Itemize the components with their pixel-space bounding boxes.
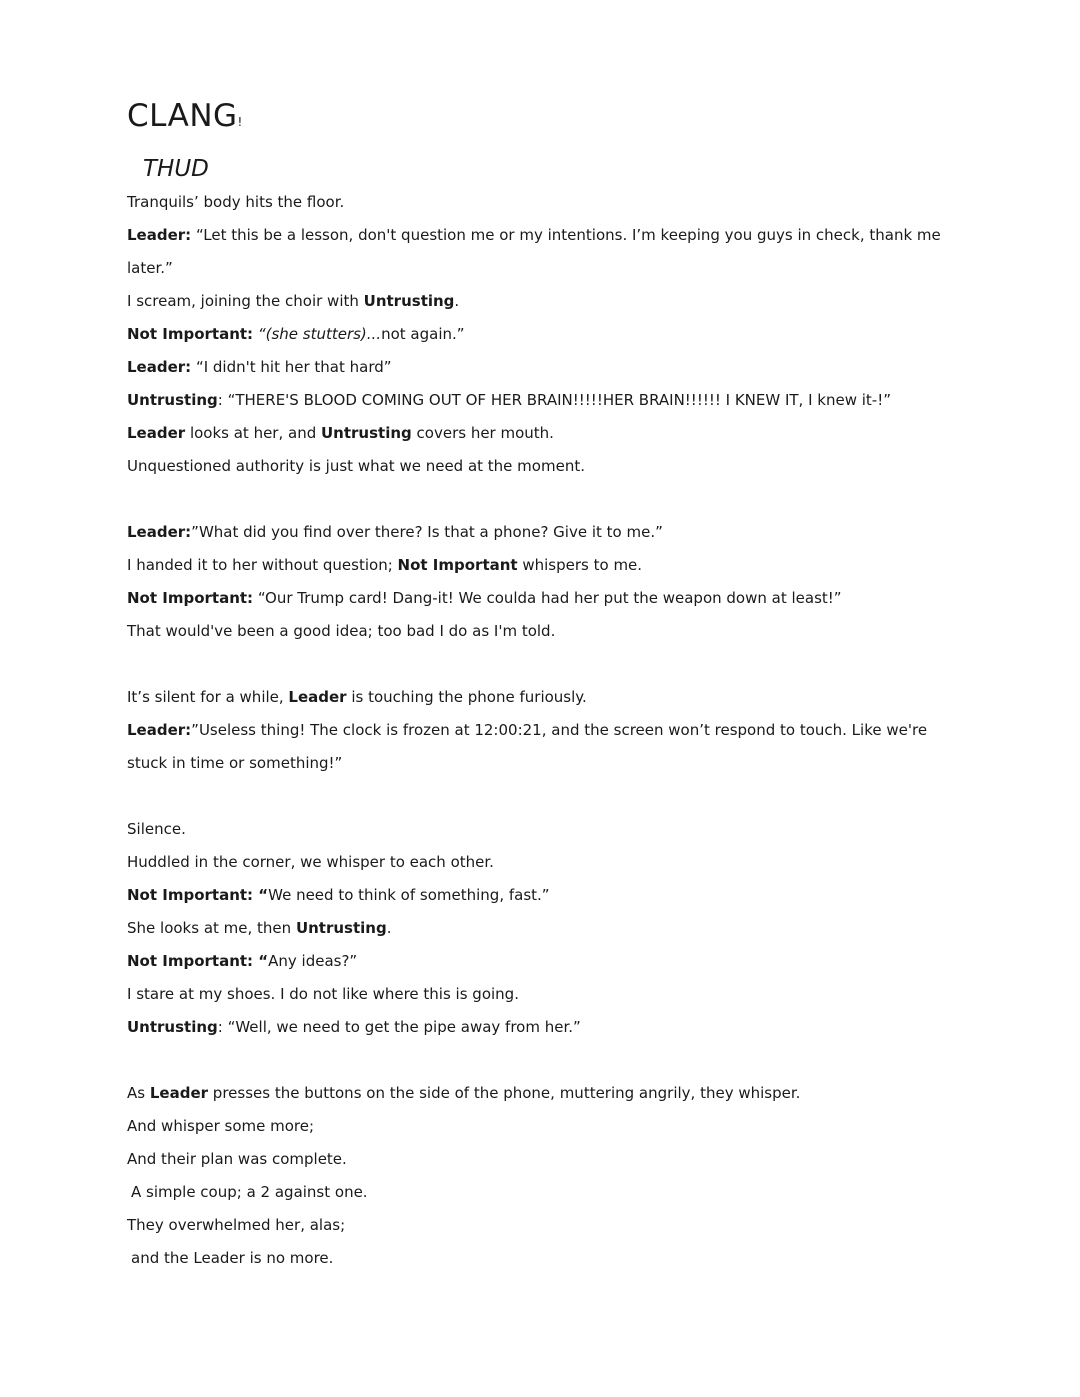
document-page (127, 96, 957, 1275)
paragraph-break (127, 780, 957, 813)
line-text: ”Useless thing! The clock is frozen at 12:00:21, and the screen won’t respond to touch. Like we're stuck in time or something!” (127, 721, 928, 772)
line-text: . (454, 292, 460, 310)
narration-line (127, 813, 957, 846)
character-name: Leader (127, 424, 186, 442)
line-text: . (386, 919, 392, 937)
line-text: And whisper some more; (127, 1117, 315, 1135)
narration-line (127, 186, 957, 219)
dialogue-line (127, 1011, 957, 1044)
dialogue-line (127, 582, 957, 615)
line-text: and the Leader is no more. (131, 1249, 334, 1267)
character-name: Not Important (397, 556, 518, 574)
line-text: whispers to me. (517, 556, 643, 574)
line-text: “Let this be a lesson, don't question me or my intentions. I’m keeping you guys in check, thank me later.” (127, 226, 941, 277)
line-text: That would've been a good idea; too bad I do as I'm told. (127, 622, 556, 640)
line-text: She looks at me, then (127, 919, 296, 937)
character-name: Leader (149, 1084, 209, 1102)
speaker-name: Untrusting (127, 1018, 218, 1036)
speaker-name: Leader: (127, 358, 192, 376)
narration-line (127, 549, 957, 582)
line-text: I scream, joining the choir with (127, 292, 364, 310)
speaker-name: Untrusting (127, 391, 218, 409)
character-name: Untrusting (295, 919, 387, 937)
paragraph-break (127, 483, 957, 516)
narration-line (127, 1143, 957, 1176)
narration-line (127, 978, 957, 1011)
line-text: I handed it to her without question; (127, 556, 398, 574)
character-name: Leader (288, 688, 347, 706)
speaker-name: Not Important: “ (127, 886, 269, 904)
narration-line (127, 1176, 957, 1209)
line-text: : “Well, we need to get the pipe away from her.” (217, 1018, 581, 1036)
line-text: “Our Trump card! Dang-it! We coulda had her put the weapon down at least!” (253, 589, 842, 607)
line-text: not again.” (381, 325, 465, 343)
dialogue-line (127, 879, 957, 912)
line-text: looks at her, and (185, 424, 321, 442)
dialogue-line (127, 219, 957, 285)
narration-line (127, 912, 957, 945)
stage-direction: “(she stutters)... (253, 325, 382, 343)
narration-line (127, 615, 957, 648)
dialogue-line (127, 384, 957, 417)
paragraph-break (127, 1044, 957, 1077)
narration-line (127, 846, 957, 879)
dialogue-line (127, 516, 957, 549)
narration-line (127, 1110, 957, 1143)
line-text: Any ideas?” (268, 952, 358, 970)
narration-line (127, 450, 957, 483)
line-text: presses the buttons on the side of the phone, muttering angrily, they whisper. (208, 1084, 801, 1102)
line-text: As (127, 1084, 150, 1102)
dialogue-line (127, 318, 957, 351)
narration-line (127, 1077, 957, 1110)
speaker-name: Leader: (127, 721, 192, 739)
line-text: Unquestioned authority is just what we need at the moment. (127, 457, 585, 475)
line-text: : “THERE'S BLOOD COMING OUT OF HER BRAIN!!!!!HER BRAIN!!!!!! I KNEW IT, I knew it-!” (217, 391, 891, 409)
line-text: ”What did you find over there? Is that a phone? Give it to me.” (191, 523, 663, 541)
speaker-name: Leader: (127, 226, 192, 244)
line-text: Huddled in the corner, we whisper to each other. (127, 853, 494, 871)
dialogue-line (127, 714, 957, 780)
speaker-name: Not Important: “ (127, 952, 269, 970)
dialogue-line (127, 351, 957, 384)
narration-line (127, 681, 957, 714)
narration-line (127, 1242, 957, 1275)
paragraph-break (127, 648, 957, 681)
clang-exclamation: ! (237, 115, 243, 129)
line-text: They overwhelmed her, alas; (127, 1216, 346, 1234)
line-text: It’s silent for a while, (127, 688, 289, 706)
line-text: And their plan was complete. (127, 1150, 347, 1168)
line-text: We need to think of something, fast.” (268, 886, 550, 904)
speaker-name: Not Important: (127, 325, 254, 343)
dialogue-line (127, 945, 957, 978)
clang-word: CLANG (127, 98, 238, 134)
character-name: Untrusting (363, 292, 455, 310)
line-text: A simple coup; a 2 against one. (131, 1183, 368, 1201)
speaker-name: Leader: (127, 523, 192, 541)
narration-line (127, 417, 957, 450)
narration-line (127, 285, 957, 318)
character-name: Untrusting (321, 424, 412, 442)
line-text: Silence. (127, 820, 186, 838)
thud-heading: THUD (143, 156, 209, 182)
line-text: Tranquils’ body hits the floor. (127, 193, 345, 211)
line-text: covers her mouth. (411, 424, 554, 442)
line-text: “I didn't hit her that hard” (191, 358, 392, 376)
narration-line (127, 1209, 957, 1242)
line-text: I stare at my shoes. I do not like where this is going. (127, 985, 519, 1003)
clang-heading (127, 96, 957, 142)
line-text: is touching the phone furiously. (346, 688, 587, 706)
speaker-name: Not Important: (127, 589, 254, 607)
